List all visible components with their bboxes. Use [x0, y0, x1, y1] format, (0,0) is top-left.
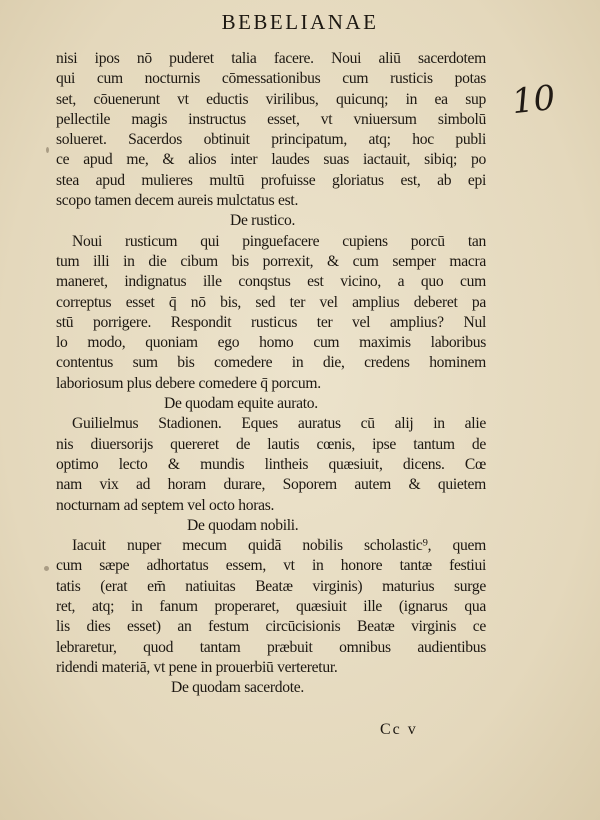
text-line: optimo lecto & mundis lintheis quæsiuit, dicens. Cœ: [56, 455, 486, 473]
running-title: BEBELIANAE: [221, 10, 379, 34]
text-line: Iacuit nuper mecum quidā nobilis scholastic⁹, quem: [72, 537, 486, 555]
body-text: [56, 49, 486, 699]
text-line: stea apud mulieres multū profuisse gloriatus est, ab epi: [56, 171, 486, 189]
text-line: scopo tamen decem aureis mulctatus est.: [56, 192, 299, 210]
text-line: maneret, indignatus ille conqstus est vicino, a quo cum: [56, 273, 486, 291]
text-line: set, cōuenerunt vt eductis virilibus, quicunq; in ea sup: [56, 90, 486, 108]
section-heading: De rustico.: [230, 212, 296, 230]
text-line: correptus esset q̄ nō bis, sed ter vel amplius deberet pa: [56, 293, 486, 311]
text-line: cum sæpe adhortatus essem, vt in honore tantæ festiui: [56, 557, 486, 575]
text-line: pellectile magis instructus esset, vt vniuersum simbolū: [56, 110, 486, 128]
section-heading: De quodam sacerdote.: [171, 679, 304, 697]
text-line: nocturnam ad septem vel octo horas.: [56, 496, 275, 514]
text-line: laboriosum plus debere comedere q̄ porcum.: [56, 374, 321, 392]
text-line: solueret. Sacerdos obtinuit principatum, atq; hoc publi: [56, 131, 486, 149]
text-line: Guilielmus Stadionen. Eques auratus cū alij in alie: [72, 415, 486, 433]
text-line: lis dies esset) an festum circūcisionis Beatæ virginis ce: [56, 618, 486, 636]
text-line: Noui rusticum qui pinguefacere cupiens porcū tan: [72, 232, 486, 250]
section-heading: De quodam equite aurato.: [164, 395, 318, 413]
text-line: qui cum nocturnis cōmessationibus cum rusticis potas: [56, 70, 486, 88]
text-line: ce apud me, & alios inter laudes suas iactauit, sibiq; po: [56, 151, 486, 169]
text-line: nis diuersorijs quereret de lautis cœnis, ipse tantum de: [56, 435, 486, 453]
text-line: lebraretur, quod tantam præbuit omnibus audientibus: [56, 638, 486, 656]
text-line: lo modo, quoniam ego homo cum maximis laboribus: [56, 334, 486, 352]
handwritten-marginalia: 10: [510, 77, 558, 123]
text-line: ret, atq; in fanum properaret, quæsiuit ille (ignarus qua: [56, 598, 486, 616]
text-line: tum illi in die cibum bis porrexit, & cum semper macra: [56, 252, 486, 270]
text-line: contentus sum bis comedere in die, credens hominem: [56, 354, 486, 372]
text-line: stū porrigere. Respondit rusticus ter vel amplius? Nul: [56, 313, 486, 331]
text-line: ridendi materiā, vt pene in prouerbiū verteretur.: [56, 658, 338, 676]
ink-spot: [44, 566, 49, 571]
section-heading: De quodam nobili.: [187, 516, 299, 534]
text-line: tatis (erat em̄ natiuitas Beatæ virginis) maturius surge: [56, 577, 486, 595]
signature-mark: Cc v: [380, 721, 418, 738]
text-line: nam vix ad horam durare, Soporem autem & quietem: [56, 476, 486, 494]
ink-spot: [46, 147, 49, 153]
text-line: nisi ipos nō puderet talia facere. Noui aliū sacerdotem: [56, 50, 486, 67]
